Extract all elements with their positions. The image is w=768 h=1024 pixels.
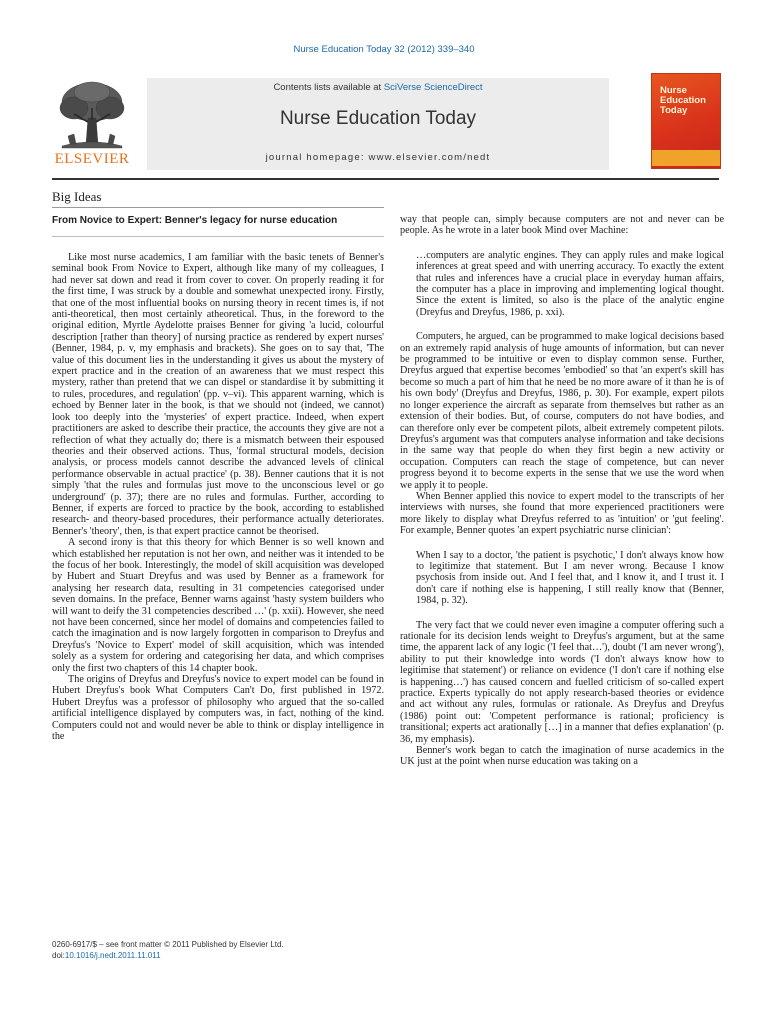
elsevier-wordmark: ELSEVIER bbox=[54, 151, 130, 167]
cover-title bbox=[660, 86, 718, 116]
cover-title-line: Nurse bbox=[660, 85, 687, 96]
journal-homepage[interactable]: journal homepage: www.elsevier.com/nedt bbox=[265, 152, 491, 163]
left-column bbox=[52, 252, 384, 742]
section-rule bbox=[52, 207, 384, 208]
title-rule bbox=[52, 236, 384, 237]
section-label: Big Ideas bbox=[52, 189, 102, 204]
contents-available-line bbox=[147, 82, 609, 93]
cover-stripe bbox=[652, 150, 720, 166]
doi-link[interactable]: 10.1016/j.nedt.2011.11.011 bbox=[64, 950, 161, 960]
doi-prefix: doi: bbox=[52, 950, 65, 960]
journal-citation: Nurse Education Today 32 (2012) 339–340 bbox=[293, 44, 475, 55]
paragraph: Benner's work began to catch the imagination of nurse academics in the UK just at the point when nurse education was taking on a bbox=[400, 745, 724, 768]
cover-title-line: Today bbox=[660, 105, 688, 116]
paragraph: The origins of Dreyfus and Dreyfus's novice to expert model can be found in Hubert Dreyfus's book What Computers Can't Do, first published in 1972. Hubert Dreyfus was a professor of philosophy who argued that the so-called artificial intelligence displayed by computers was, in fact, nothing of the kind. Computers could not and would never be able to think or display intelligence in the bbox=[52, 674, 384, 743]
sciencedirect-link[interactable]: SciVerse ScienceDirect bbox=[383, 82, 483, 93]
block-quote: …computers are analytic engines. They can apply rules and make logical inferences at great speed and with unerring accuracy. To exactly the extent that rules and inferences have a crucial place in everyday human affairs, the computer has a place in improving and implementing logical thought. Since the extent is limited, so also is the place of the analytic engine (Dreyfus and Dreyfus, 1986, p. xxi). bbox=[416, 249, 724, 318]
paragraph: A second irony is that this theory for which Benner is so well known and which established her reputation is not her own, and neither was it intended to be the focus of her book. Interestingly, the model of skill acquisition was developed by Hubert and Stuart Dreyfus and was used by Benner as a framework for analysing her research data, resulting in 31 competencies categorised under seven domains. In the preface, Benner warns against 'hasty system builders who will want to deify the 31 competencies described …' (p. xxii). However, she need not have been concerned, since her model of domains and competencies failed to catch the imagination and is now largely forgotten in comparison to Dreyfus and Dreyfus's 'Novice to Expert' model of skill acquisition, which was intended solely as a system for ordering and categorising her data, and which comprises only the first two chapters of this 14 chapter book. bbox=[52, 537, 384, 674]
doi-line bbox=[52, 951, 452, 962]
article-title: From Novice to Expert: Benner's legacy for nurse education bbox=[52, 215, 338, 226]
paragraph: Computers, he argued, can be programmed to make logical decisions based on an extremely rapid analysis of huge amounts of information, but can never be programmed to be intuitive or even to display common sense. Further, Dreyfus argued that expertise becomes 'embodied' so that 'an expert's skill has become so much a part of him that he need be no more aware of it than he is of his own body' (Dreyfus and Dreyfus, 1986, p. 30). For example, expert pilots no longer experience the aircraft as separate from themselves but rather as an extension of their bodies. But, of course, computers do not have bodies, and can therefore only ever be competent pilots, albeit extremely competent pilots. Dreyfus's argument was that computers analyse information and take decisions in the same way that people do when they first begin a new activity or occupation. Computers can reach the stage of competence, but can never progress beyond it to become experts in the sense that we use the word when we apply it to people. bbox=[400, 331, 724, 491]
copyright-line: 0260-6917/$ – see front matter © 2011 Published by Elsevier Ltd. bbox=[52, 940, 284, 949]
paragraph-continued: way that people can, simply because computers are not and never can be people. As he wrote in a later book Mind over Machine: bbox=[400, 214, 724, 237]
right-column bbox=[400, 214, 724, 768]
cover-title-line: Education bbox=[660, 95, 706, 106]
paragraph: The very fact that we could never even imagine a computer offering such a rationale for its decision lends weight to Dreyfus's argument, but at the same time, the apparent lack of any logic ('I feel that…'), doubt ('I am never wrong'), ability to put their knowledge into words ('I don't always know how to legitimise that statement') or reliance on evidence ('I don't care if nothing else is happening…') has caused concern and fuelled criticism of so-called expert practice. Experts typically do not apply research-based theories or evidence and act without any rules, formulas or rationale. As Dreyfus and Dreyfus (1986) point out: 'Competent performance is rational; proficiency is transitional; experts act arationally […] in a manner that defies explanation' (p. 36, my emphasis). bbox=[400, 619, 724, 745]
paragraph: Like most nurse academics, I am familiar with the basic tenets of Benner's seminal book From Novice to Expert, although like many of my colleagues, I had never sat down and read it from cover to cover. On properly reading it for the first time, I was struck by a double and somewhat unexpected irony. Firstly, that one of the most influential books on nursing theory in recent times is, if not anti-theoretical, then most certainly atheoretical. Thus, in the foreword to the original edition, Myrtle Aydelotte praises Benner for giving 'a lucid, colourful description [rather than theory] of nursing practice as rendered by expert nurses' (Benner, 1984, p. v, my emphasis and brackets). She goes on to say that, 'The value of this document lies in the understanding it gives us about the mystery of expert practice and in the creation of an awareness that we must respect this mystery, rather than pretend that we can dispel or standardise it by submitting it to rules, procedures, and regulation' (pp. v–vi). This apparent warning, which is echoed by Benner later in the book, is that we should not (indeed, we cannot) look too deeply into the 'mysteries' of expert practice. Indeed, when expert practitioners are asked to describe their practice, the accounts they give are not a reflection of what they actually do; there is a mismatch between their espoused theories and their observed actions. Thus, 'formal structural models, decision analysis, or process models cannot describe the advanced levels of clinical performance observable in actual practice' (p. 38). Benner cautions that it is not simply 'that the rules and formulas just move to the unconscious level or go underground' (p. 37); there are no rules and formulas. Further, according to Benner, if experts are forced to practice by the book, according to established research- and theory-based procedures, their performance actually deteriorates. Benner's 'theory', then, is that expert practice cannot be theorised. bbox=[52, 252, 384, 537]
contents-prefix: Contents lists available at bbox=[273, 82, 384, 93]
footer bbox=[52, 940, 452, 961]
journal-title: Nurse Education Today bbox=[279, 108, 477, 129]
paragraph: When Benner applied this novice to expert model to the transcripts of her interviews with nurses, she found that more experienced practitioners were more likely to display what Dreyfus referred to as 'intuition' or 'gut feeling'. For example, Benner quotes 'an expert psychiatric nurse clinician': bbox=[400, 490, 724, 537]
header-rule bbox=[52, 178, 719, 180]
block-quote: When I say to a doctor, 'the patient is psychotic,' I don't always know how to legitimize that statement. But I am never wrong. Because I know psychosis from inside out. And I feel that, and I know it, and I trust it. I don't care if nothing else is happening, I still really know that (Benner, 1984, p. 32). bbox=[416, 549, 724, 607]
